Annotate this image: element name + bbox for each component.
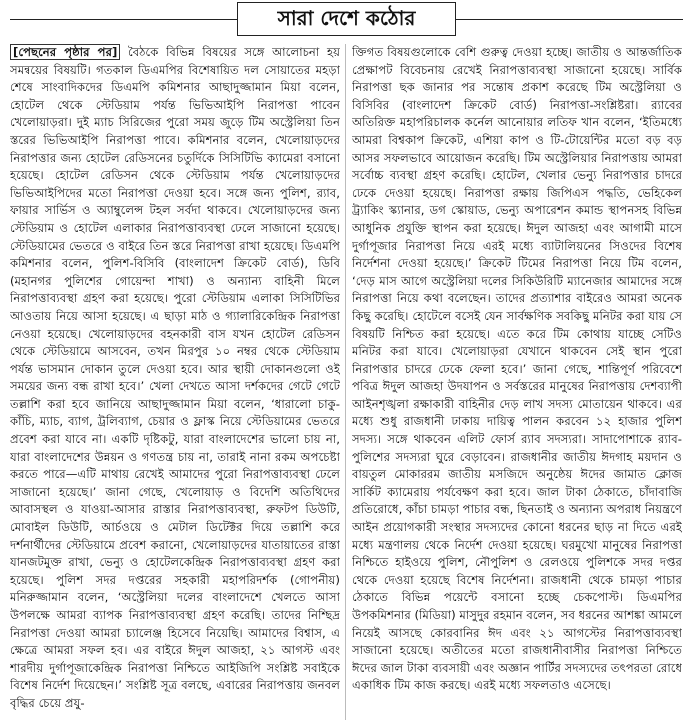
article-column-left [10,44,340,722]
continuation-kicker: [পেছনের পৃষ্ঠার পর] [10,44,120,60]
headline-block [0,2,693,38]
article-column-right [352,44,682,722]
column-divider [345,44,346,720]
article-body-right: ক্তিগত বিষয়গুলোকে বেশি গুরুত্ব দেওয়া হচ্ছে। জাতীয় ও আন্তর্জাতিক প্রেক্ষাপট বিবেচনায় রেখেই নিরাপত্তাব্যবস্থা সাজানো হয়েছে। সার্বিক নিরাপত্তা ছক জানার পর সন্তোষ প্রকাশ করেছে টিম অস্ট্রেলিয়া ও বিসিবির (বাংলাদেশ ক্রিকেট বোর্ড) নিরাপত্তা-সংশ্লিষ্টরা। র‌্যাবের অতিরিক্ত মহাপরিচালক কর্নেল আনোয়ার লতিফ খান বলেন, ‘ইতিমধ্যে আমরা বিশ্বকাপ ক্রিকেট, এশিয়া কাপ ও টি-টোয়েন্টির মতো বড় বড় আসর সফলভাবে আয়োজন করেছি। টিম অস্ট্রেলিয়ার নিরাপত্তায় আমরা সর্বোচ্চ ব্যবস্থা গ্রহণ করেছি। হোটেল, খেলার ভেন্যু নিরাপত্তার চাদরে ঢেকে দেওয়া হয়েছে। নিরাপত্তা রক্ষায় জিপিএস পদ্ধতি, ভেহিকেল ট্র্যাকিং স্ক্যানার, ডগ স্কোয়াড, ভেন্যু অপারেশন কমান্ড স্থাপনসহ বিভিন্ন আধুনিক প্রযুক্তি স্থাপন করা হয়েছে। ঈদুল আজহা এবং আগামী মাসে দুর্গাপূজার নিরাপত্তা নিয়ে এরই মধ্যে ব্যাটালিয়নের সিওদের বিশেষ নির্দেশনা দেওয়া হয়েছে।’ ক্রিকেট টিমের নিরাপত্তা নিয়ে টিম বলেন, ‘দেড় মাস আগে অস্ট্রেলিয়া দলের সিকিউরিটি ম্যানেজার আমাদের সঙ্গে নিরাপত্তা নিয়ে কথা বলেছেন। তাদের প্রত্যাশার বাইরেও আমরা অনেক কিছু করেছি। হোটেলে বসেই যেন সার্বক্ষণিক সবকিছু মনিটর করা যায় সে বিষয়টি নিশ্চিত করা হয়েছে। এতে করে টিম কোথায় যাচ্ছে সেটিও মনিটর করা যাবে। খেলোয়াড়রা যেখানে থাকবেন সেই স্থান পুরো নিরাপত্তার চাদরে ঢেকে ফেলা হবে।’ জানা গেছে, শান্তিপূর্ণ পরিবেশে পবিত্র ঈদুল আজহা উদযাপন ও সর্বস্তরের মানুষের নিরাপত্তায় দেশব্যাপী আইনশৃঙ্খলা রক্ষাকারী বাহিনীর দেড় লাখ সদস্য মোতায়েন থাকবে। এর মধ্যে শুধু রাজধানী ঢাকায় দায়িত্ব পালন করবেন ১২ হাজার পুলিশ সদস্য। সঙ্গে থাকবেন এলিট ফোর্স র‌্যাব সদস্যরা। সাদাপোশাকে র‌্যাব-পুলিশের সদস্যরা ঘুরে বেড়াবেন। রাজধানীর জাতীয় ঈদগাহ ময়দান ও বায়তুল মোকাররম জাতীয় মসজিদে অনুষ্ঠেয় ঈদের জামাত ক্লোজ সার্কিট ক্যামেরায় পর্যবেক্ষণ করা হবে। জাল টাকা ঠেকাতে, চাঁদাবাজি প্রতিরোধে, কাঁচা চামড়া পাচার বন্ধ, ছিনতাই ও অন্যান্য অপরাধ নিয়ন্ত্রণে আইন প্রয়োগকারী সংস্থার সদস্যদের কোনো ধরনের ছাড় না দিতে এরই মধ্যে মন্ত্রণালয় থেকে নির্দেশ দেওয়া হয়েছে। ঘরমুখো মানুষের নিরাপত্তা নিশ্চিতে হাইওয়ে পুলিশ, নৌপুলিশ ও রেলওয়ে পুলিশকে সদর দপ্তর থেকে দেওয়া হয়েছে বিশেষ নির্দেশনা। রাজধানী থেকে চামড়া পাচার ঠেকাতে বিভিন্ন পয়েন্টে বসানো হচ্ছে চেকপোস্ট। ডিএমপির উপকমিশনার (মিডিয়া) মাসুদুর রহমান বলেন, সব ধরনের আশঙ্কা আমলে নিয়েই আসছে কোরবানির ঈদ এবং ২১ আগস্টের নিরাপত্তাব্যবস্থা সাজানো হয়েছে। অতীতের মতো রাজধানীবাসীর নিরাপত্তা নিশ্চিতে ঈদের জাল টাকা ব্যবসায়ী এবং অজ্ঞান পার্টির সদস্যদের তৎপরতা রোধে একাধিক টিম কাজ করছে। এরই মধ্যে সফলতাও এসেছে। [352,45,682,693]
headline: সারা দেশে কঠোর [237,2,457,36]
article-paragraph-left [10,44,340,713]
article-body-left: বৈঠকে বিভিন্ন বিষয়ের সঙ্গে আলোচনা হয় সমন্বয়ের বিষয়টি। গতকাল ডিএমপির বিশেষায়িত দল সোয়াতের মহড়া শেষে সাংবাদিকদের ডিএমপি কমিশনার আছাদুজ্জামান মিয়া বলেন, হোটেল থেকে স্টেডিয়াম পর্যন্ত ভিভিআইপি নিরাপত্তা পাবেন খেলোয়াড়রা। দুই ম্যাচ সিরিজের পুরো সময় জুড়ে টিম অস্ট্রেলিয়া তিন স্তরের ভিভিআইপি নিরাপত্তা পাবে। কমিশনার বলেন, খেলোয়াড়দের নিরাপত্তার জন্য হোটেল রেডিসনের চতুর্দিকে সিসিটিভি ক্যামেরা বসানো হয়েছে। হোটেল রেডিসন থেকে স্টেডিয়াম পর্যন্ত খেলোয়াড়দের ভিভিআইপিদের মতো নিরাপত্তা দেওয়া হবে। সঙ্গে জন্য পুলিশ, র‌্যাব, ফায়ার সার্ভিস ও অ্যাম্বুলেন্স টহল সর্বদা থাকবে। খেলোয়াড়দের জন্য স্টেডিয়াম ও হোটেল এলাকার নিরাপত্তাব্যবস্থা ঢেলে সাজানো হয়েছে। স্টেডিয়ামের ভেতরে ও বাইরে তিন স্তরে নিরাপত্তা রাখা হয়েছে। ডিএমপি কমিশনার বলেন, পুলিশ-বিসিবি (বাংলাদেশ ক্রিকেট বোর্ড), ডিবি (মহানগর পুলিশের গোয়েন্দা শাখা) ও অন্যান্য বাহিনী মিলে নিরাপত্তাব্যবস্থা গ্রহণ করা হয়েছে। পুরো স্টেডিয়াম এলাকা সিসিটিভির আওতায় নিয়ে আসা হয়েছে। এ ছাড়া মাঠ ও গ্যালারিকেন্দ্রিক নিরাপত্তা নেওয়া হয়েছে। খেলোয়াড়দের বহনকারী বাস যখন হোটেল রেডিসন থেকে স্টেডিয়ামে আসবেন, তখন মিরপুর ১০ নম্বর থেকে স্টেডিয়াম পর্যন্ত ভাসমান দোকান তুলে দেওয়া হবে। আর স্থায়ী দোকানগুলো ওই সময়ের জন্য বন্ধ রাখা হবে।’ খেলা দেখতে আসা দর্শকদের গেটে গেটে তল্লাশি করা হবে জানিয়ে আছাদুজ্জামান মিয়া বলেন, ‘ধারালো চাকু-কাঁচি, ম্যাচ, ব্যাগ, ট্রলিব্যাগ, চেয়ার ও ফ্লাস্ক নিয়ে স্টেডিয়ামের ভেতরে প্রবেশ করা যাবে না। একটি দৃষ্টিকটু, যারা বাংলাদেশের ভালো চায় না, যারা বাংলাদেশের উন্নয়ন ও গণতন্ত্র চায় না, তারাই নানা রকম অপচেষ্টা করতে পারে—এটি মাথায় রেখেই আমাদের পুরো নিরাপত্তাব্যবস্থা ঢেলে সাজানো হয়েছে।’ জানা গেছে, খেলোয়াড় ও বিদেশি অতিথিদের আবাসস্থল ও যাওয়া-আসার রাস্তার নিরাপত্তাব্যবস্থা, রুফটপ ডিউটি, মোবাইল ডিউটি, আর্চওয়ে ও মেটাল ডিটেক্টর দিয়ে তল্লাশি করে দর্শনার্থীদের স্টেডিয়ামে প্রবেশ করানো, খেলোয়াড়দের যাতায়াতের রাস্তা যানজটমুক্ত রাখা, ভেন্যু ও হোটেলকেন্দ্রিক নিরাপত্তাব্যবস্থা গ্রহণ করা হয়েছে। পুলিশ সদর দপ্তরের সহকারী মহাপরিদর্শক (গোপনীয়) মনিরুজ্জামান বলেন, ‘অস্ট্রেলিয়া দলের বাংলাদেশে খেলতে আসা উপলক্ষে আমরা ব্যাপক নিরাপত্তাব্যবস্থা গ্রহণ করেছি। তাদের নিশ্ছিদ্র নিরাপত্তা দেওয়া আমরা চ্যালেঞ্জ হিসেবে নিয়েছি। আমাদের বিশ্বাস, এ ক্ষেত্রে আমরা সফল হব। এর বাইরে ঈদুল আজহা, ২১ আগস্ট এবং শারদীয় দুর্গাপূজাকেন্দ্রিক নিরাপত্তা নিশ্চিতে আইজিপি সংশ্লিষ্ট সবাইকে বিশেষ নির্দেশ দিয়েছেন।’ সংশ্লিষ্ট সূত্র বলছে, এবারের নিরাপত্তায় জনবল বৃদ্ধির চেয়ে প্রযু- [10,45,340,710]
